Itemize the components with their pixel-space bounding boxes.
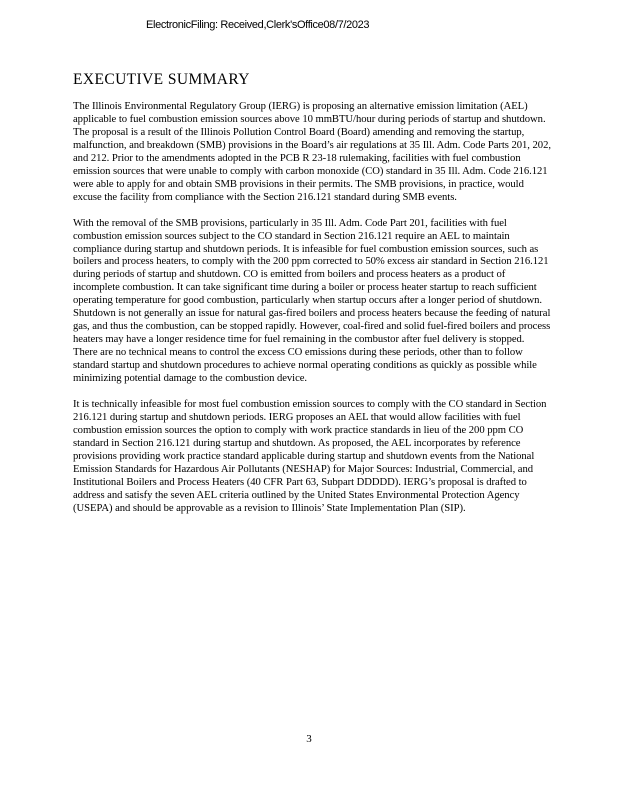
paragraph-3: It is technically infeasible for most fuel combustion emission sources to comply with the CO standard in Section 216.121 during startup and shutdown periods. IERG proposes an AEL that would allow facilities with fuel combustion emission sources the option to comply with work practice standards in lieu of the 200 ppm CO standard in Section 216.121 during startup and shutdown. As proposed, the AEL incorporates by reference provisions providing work practice standard applicable during startup and shutdown events from the National Emission Standards for Hazardous Air Pollutants (NESHAP) for Major Sources: Industrial, Commercial, and Institutional Boilers and Process Heaters (40 CFR Part 63, Subpart DDDDD). IERG’s proposal is drafted to address and satisfy the seven AEL criteria outlined by the United States Environmental Protection Agency (USEPA) and should be approvable as a revision to Illinois’ State Implementation Plan (SIP). bbox=[73, 399, 547, 514]
paragraph-1: The Illinois Environmental Regulatory Group (IERG) is proposing an alternative emission limitation (AEL) applicable to fuel combustion emission sources above 10 mmBTU/hour during periods of startup and shutdown. The proposal is a result of the Illinois Pollution Control Board (Board) amending and removing the startup, malfunction, and breakdown (SMB) provisions in the Board’s air regulations at 35 Ill. Adm. Code Parts 201, 202, and 212. Prior to the amendments adopted in the PCB R 23-18 rulemaking, facilities with fuel combustion emission sources that were unable to comply with carbon monoxide (CO) standard in 35 Ill. Adm. Code 216.121 were able to apply for and obtain SMB provisions in their permits. The SMB provisions, in practice, would excuse the facility from compliance with the Section 216.121 standard during SMB events. bbox=[73, 101, 551, 203]
section-title: EXECUTIVE SUMMARY bbox=[73, 71, 250, 88]
filing-stamp: ElectronicFiling: Received,Clerk'sOffice08/7/2023 bbox=[146, 19, 370, 31]
page-number: 3 bbox=[306, 733, 312, 745]
body-text bbox=[73, 101, 551, 529]
paragraph-2: With the removal of the SMB provisions, particularly in 35 Ill. Adm. Code Part 201, facilities with fuel combustion emission sources subject to the CO standard in Section 216.121 require an AEL to maintain compliance during startup and shutdown periods. It is infeasible for fuel combustion emission sources, such as boilers and process heaters, to comply with the 200 ppm corrected to 50% excess air standard in Section 216.121 during periods of startup and shutdown. CO is emitted from boilers and process heaters as a product of incomplete combustion. It can take significant time during a boiler or process heater startup to reach sufficient operating temperature for good combustion, particularly when startup occurs after a longer period of shutdown. Shutdown is not generally an issue for natural gas-fired boilers and process heaters because the feeding of natural gas, and thus the combustion, can be stopped rapidly. However, coal-fired and solid fuel-fired boilers and process heaters may have a longer residence time for fuel remaining in the combustor after fuel delivery is stopped. There are no technical means to control the excess CO emissions during these periods, other than to follow standard startup and shutdown procedures to achieve normal operating conditions as quickly as possible while minimizing potential damage to the combustion device. bbox=[73, 217, 551, 385]
